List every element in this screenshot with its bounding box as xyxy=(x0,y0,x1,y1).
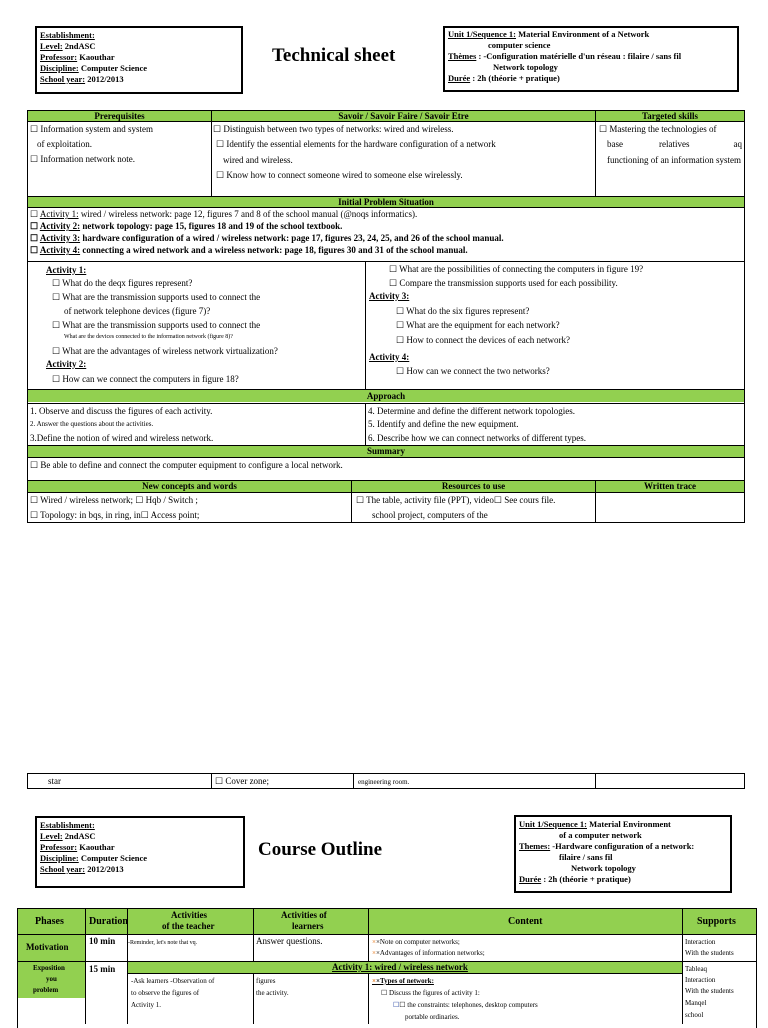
continued-cell: star xyxy=(48,776,61,786)
question: ☐ What are the transmission supports used to connect the xyxy=(52,320,261,330)
resource-line: school project, computers of the xyxy=(372,510,488,520)
savoir-line: ☐ Know how to connect someone wired to someone else wirelessly. xyxy=(216,170,463,180)
concepts-header: New concepts and words xyxy=(28,481,351,492)
activity-4-label: Activity 4: xyxy=(369,352,410,362)
concept-line: ☐ Topology: in bqs, in ring, in☐ Access point; xyxy=(30,510,200,520)
content-header: Content xyxy=(508,916,543,927)
course-outline-title: Course Outline xyxy=(258,839,383,860)
content-motivation: ××Advantages of information networks; xyxy=(372,949,485,957)
written-trace-header: Written trace xyxy=(596,481,744,492)
skills-line: ☐ Mastering the technologies of xyxy=(599,124,717,134)
divider xyxy=(27,403,745,404)
resources-header: Resources to use xyxy=(352,481,595,492)
approach-step: 2. Answer the questions about the activities. xyxy=(30,420,154,428)
sheet1-header-left xyxy=(35,26,243,94)
professor-value: Kaouthar xyxy=(77,52,115,62)
question: ☐ What are the transmission supports used to connect the xyxy=(52,292,261,302)
prereq-line: ☐ Information system and system xyxy=(30,124,154,134)
prereq-line: of exploitation. xyxy=(37,139,92,149)
professor-label: Professor: xyxy=(40,52,78,62)
divider xyxy=(27,261,745,262)
duree-label: Durée xyxy=(519,874,542,884)
teacher-activities-header: Activities xyxy=(171,910,207,920)
content-exposition: portable ordinaries. xyxy=(405,1013,460,1021)
unit-value: Material Environment of a Network xyxy=(516,29,650,39)
establishment-label: Establishment: xyxy=(40,820,95,830)
prereq-line: ☐ Information network note. xyxy=(30,154,136,164)
themes-value-cont: Network topology xyxy=(493,62,558,72)
divider xyxy=(595,480,596,523)
question: ☐ What do the deqx figures represent? xyxy=(52,278,193,288)
teacher-motivation: -Reminder, let's note that vq. xyxy=(128,940,198,946)
supports-exposition: school xyxy=(685,1011,704,1019)
approach-step: 5. Identify and define the new equipment. xyxy=(368,419,519,429)
initial-problem-header: Initial Problem Situation xyxy=(28,197,744,207)
divider xyxy=(595,773,596,789)
professor-label: Professor: xyxy=(40,842,78,852)
content-exposition: ☐☐ the constraints: telephones, desktop computers xyxy=(393,1001,538,1009)
duration-header: Duration xyxy=(89,916,128,927)
supports-motivation: With the students xyxy=(685,949,734,957)
concept-line: ☐ Wired / wireless network; ☐ Hqb / Switch ; xyxy=(30,495,198,505)
divider xyxy=(365,261,366,389)
unit-value: Material Environment xyxy=(587,819,671,829)
discipline-value: Computer Science xyxy=(78,853,148,863)
establishment-label: Establishment: xyxy=(40,30,95,40)
discipline-label: Discipline: xyxy=(40,853,79,863)
phase-exposition: Exposition xyxy=(33,964,65,972)
divider xyxy=(365,403,366,445)
level-value: 2ndASC xyxy=(62,41,96,51)
school-year-label: School year: xyxy=(40,74,86,84)
activity-2-label: Activity 2: xyxy=(46,359,87,369)
discipline-value: Computer Science xyxy=(78,63,148,73)
savoir-header: Savoir / Savoir Faire / Savoir Etre xyxy=(212,111,595,121)
activity-line: ☐ Activity 3: hardware configuration of a wired / wireless network: page 17, figures 23, 24, 25, and 26 of the school manual. xyxy=(30,233,504,243)
approach-step: 3.Define the notion of wired and wireless network. xyxy=(30,433,214,443)
approach-step: 1. Observe and discuss the figures of each activity. xyxy=(30,406,213,416)
themes-label: Thèmes xyxy=(448,51,477,61)
learners-motivation: Answer questions. xyxy=(256,936,323,946)
resource-line: ☐ The table, activity file (PPT), video☐ See cours file. xyxy=(356,495,556,505)
question: What are the devices connected to the information network (figure 8)? xyxy=(64,334,233,340)
teacher-activities-header-2: of the teacher xyxy=(162,921,215,931)
skills-header: Targeted skills xyxy=(596,111,744,121)
phase-exposition: problem xyxy=(33,986,59,994)
sheet2-header-right xyxy=(514,815,732,893)
question: of network telephone devices (figure 7)? xyxy=(64,306,211,316)
themes-value-cont: Network topology xyxy=(571,863,636,873)
phases-header: Phases xyxy=(35,916,64,927)
unit-value-cont: of a computer network xyxy=(559,830,642,840)
teacher-exposition: -Ask learners -Observation of xyxy=(131,977,215,985)
discipline-label: Discipline: xyxy=(40,63,79,73)
continued-cell: ☐ Cover zone; xyxy=(215,776,270,786)
approach-step: 4. Determine and define the different network topologies. xyxy=(368,406,576,416)
question: ☐ Compare the transmission supports used for each possibility. xyxy=(389,278,618,288)
level-value: 2ndASC xyxy=(62,831,96,841)
duration-motivation: 10 min xyxy=(89,936,116,946)
supports-header: Supports xyxy=(697,916,736,927)
phase-exposition: you xyxy=(46,975,57,983)
divider xyxy=(85,908,86,1024)
content-exposition: ××Types of network: xyxy=(372,977,434,985)
question: ☐ What do the six figures represent? xyxy=(396,306,530,316)
school-year-label: School year: xyxy=(40,864,86,874)
themes-value: -Hardware configuration of a network: xyxy=(550,841,695,851)
divider xyxy=(27,121,745,122)
activity-line: ☐ Activity 1: wired / wireless network: page 12, figures 7 and 8 of the school manual (@noqs informatics). xyxy=(30,209,418,219)
approach-header: Approach xyxy=(28,390,744,402)
divider xyxy=(27,207,745,208)
teacher-exposition: Activity 1. xyxy=(131,1001,161,1009)
learners-exposition: the activity. xyxy=(256,989,289,997)
divider xyxy=(595,110,596,196)
divider xyxy=(353,773,354,789)
sheet2-header-left xyxy=(35,816,245,888)
divider xyxy=(211,773,212,789)
learner-activities-header: Activities of xyxy=(281,910,327,920)
continued-cell: engineering room. xyxy=(358,778,410,786)
sheet1-header-right xyxy=(443,26,739,92)
supports-exposition: With the students xyxy=(685,987,734,995)
question: ☐ What are the equipment for each network? xyxy=(396,320,560,330)
content-motivation: ××Note on computer networks; xyxy=(372,938,460,946)
duree-value: : 2h (théorie + pratique) xyxy=(541,874,631,884)
supports-exposition: Manqel xyxy=(685,999,707,1007)
learners-exposition: figures xyxy=(256,977,276,985)
divider xyxy=(682,908,683,1024)
page-title: Technical sheet xyxy=(272,45,396,66)
activity-3-label: Activity 3: xyxy=(369,291,410,301)
prereq-header: Prerequisites xyxy=(28,111,211,121)
savoir-line: ☐ Distinguish between two types of networks: wired and wireless. xyxy=(213,124,454,134)
activity-1-label: Activity 1: xyxy=(46,265,87,275)
school-year-value: 2012/2013 xyxy=(85,74,124,84)
teacher-exposition: to observe the figures of xyxy=(131,989,200,997)
divider xyxy=(128,973,682,974)
activity-line: ☐ Activity 2: network topology: page 15, figures 18 and 19 of the school textbook. xyxy=(30,221,343,231)
activity-banner: Activity 1: wired / wireless network xyxy=(332,962,468,972)
question: ☐ How can we connect the computers in figure 18? xyxy=(52,374,239,384)
divider xyxy=(27,457,745,458)
divider xyxy=(27,492,745,493)
unit-value-cont: computer science xyxy=(488,40,551,50)
divider xyxy=(351,480,352,523)
divider xyxy=(17,934,757,935)
summary-text: ☐ Be able to define and connect the computer equipment to configure a local network. xyxy=(30,460,343,470)
duree-value: : 2h (théorie + pratique) xyxy=(470,73,560,83)
content-exposition: ☐ Discuss the figures of activity 1: xyxy=(381,989,480,997)
question: ☐ How to connect the devices of each network? xyxy=(396,335,571,345)
supports-motivation: Interaction xyxy=(685,938,716,946)
savoir-line: wired and wireless. xyxy=(223,155,293,165)
level-label: Level: xyxy=(40,41,63,51)
unit-label: Unit 1/Sequence 1: xyxy=(448,29,516,39)
summary-header: Summary xyxy=(28,446,744,457)
savoir-line: ☐ Identify the essential elements for the hardware configuration of a network xyxy=(216,139,496,149)
school-year-value: 2012/2013 xyxy=(85,864,124,874)
phase-motivation: Motivation xyxy=(26,942,69,952)
supports-exposition: Interaction xyxy=(685,976,716,984)
activity-line: ☐ Activity 4: connecting a wired network and a wireless network: page 18, figures 30 and 31 of the school manual. xyxy=(30,245,468,255)
themes-value-cont: filaire / sans fil xyxy=(559,852,613,862)
supports-exposition: Tableaq xyxy=(685,965,708,973)
duree-label: Durée xyxy=(448,73,471,83)
question: ☐ How can we connect the two networks? xyxy=(396,366,550,376)
themes-label: Themes: xyxy=(519,841,551,851)
learner-activities-header-2: learners xyxy=(292,921,324,931)
divider xyxy=(211,110,212,196)
question: ☐ What are the advantages of wireless network virtualization? xyxy=(52,346,278,356)
approach-step: 6. Describe how we can connect networks of different types. xyxy=(368,433,587,443)
duration-exposition: 15 min xyxy=(89,964,116,974)
level-label: Level: xyxy=(40,831,63,841)
unit-label: Unit 1/Sequence 1: xyxy=(519,819,587,829)
professor-value: Kaouthar xyxy=(77,842,115,852)
question: ☐ What are the possibilities of connecting the computers in figure 19? xyxy=(389,264,644,274)
themes-value: : -Configuration matérielle d'un réseau : filaire / sans fil xyxy=(476,51,682,61)
skills-line: functioning of an information system xyxy=(607,155,741,165)
header-row-bg xyxy=(18,909,756,934)
